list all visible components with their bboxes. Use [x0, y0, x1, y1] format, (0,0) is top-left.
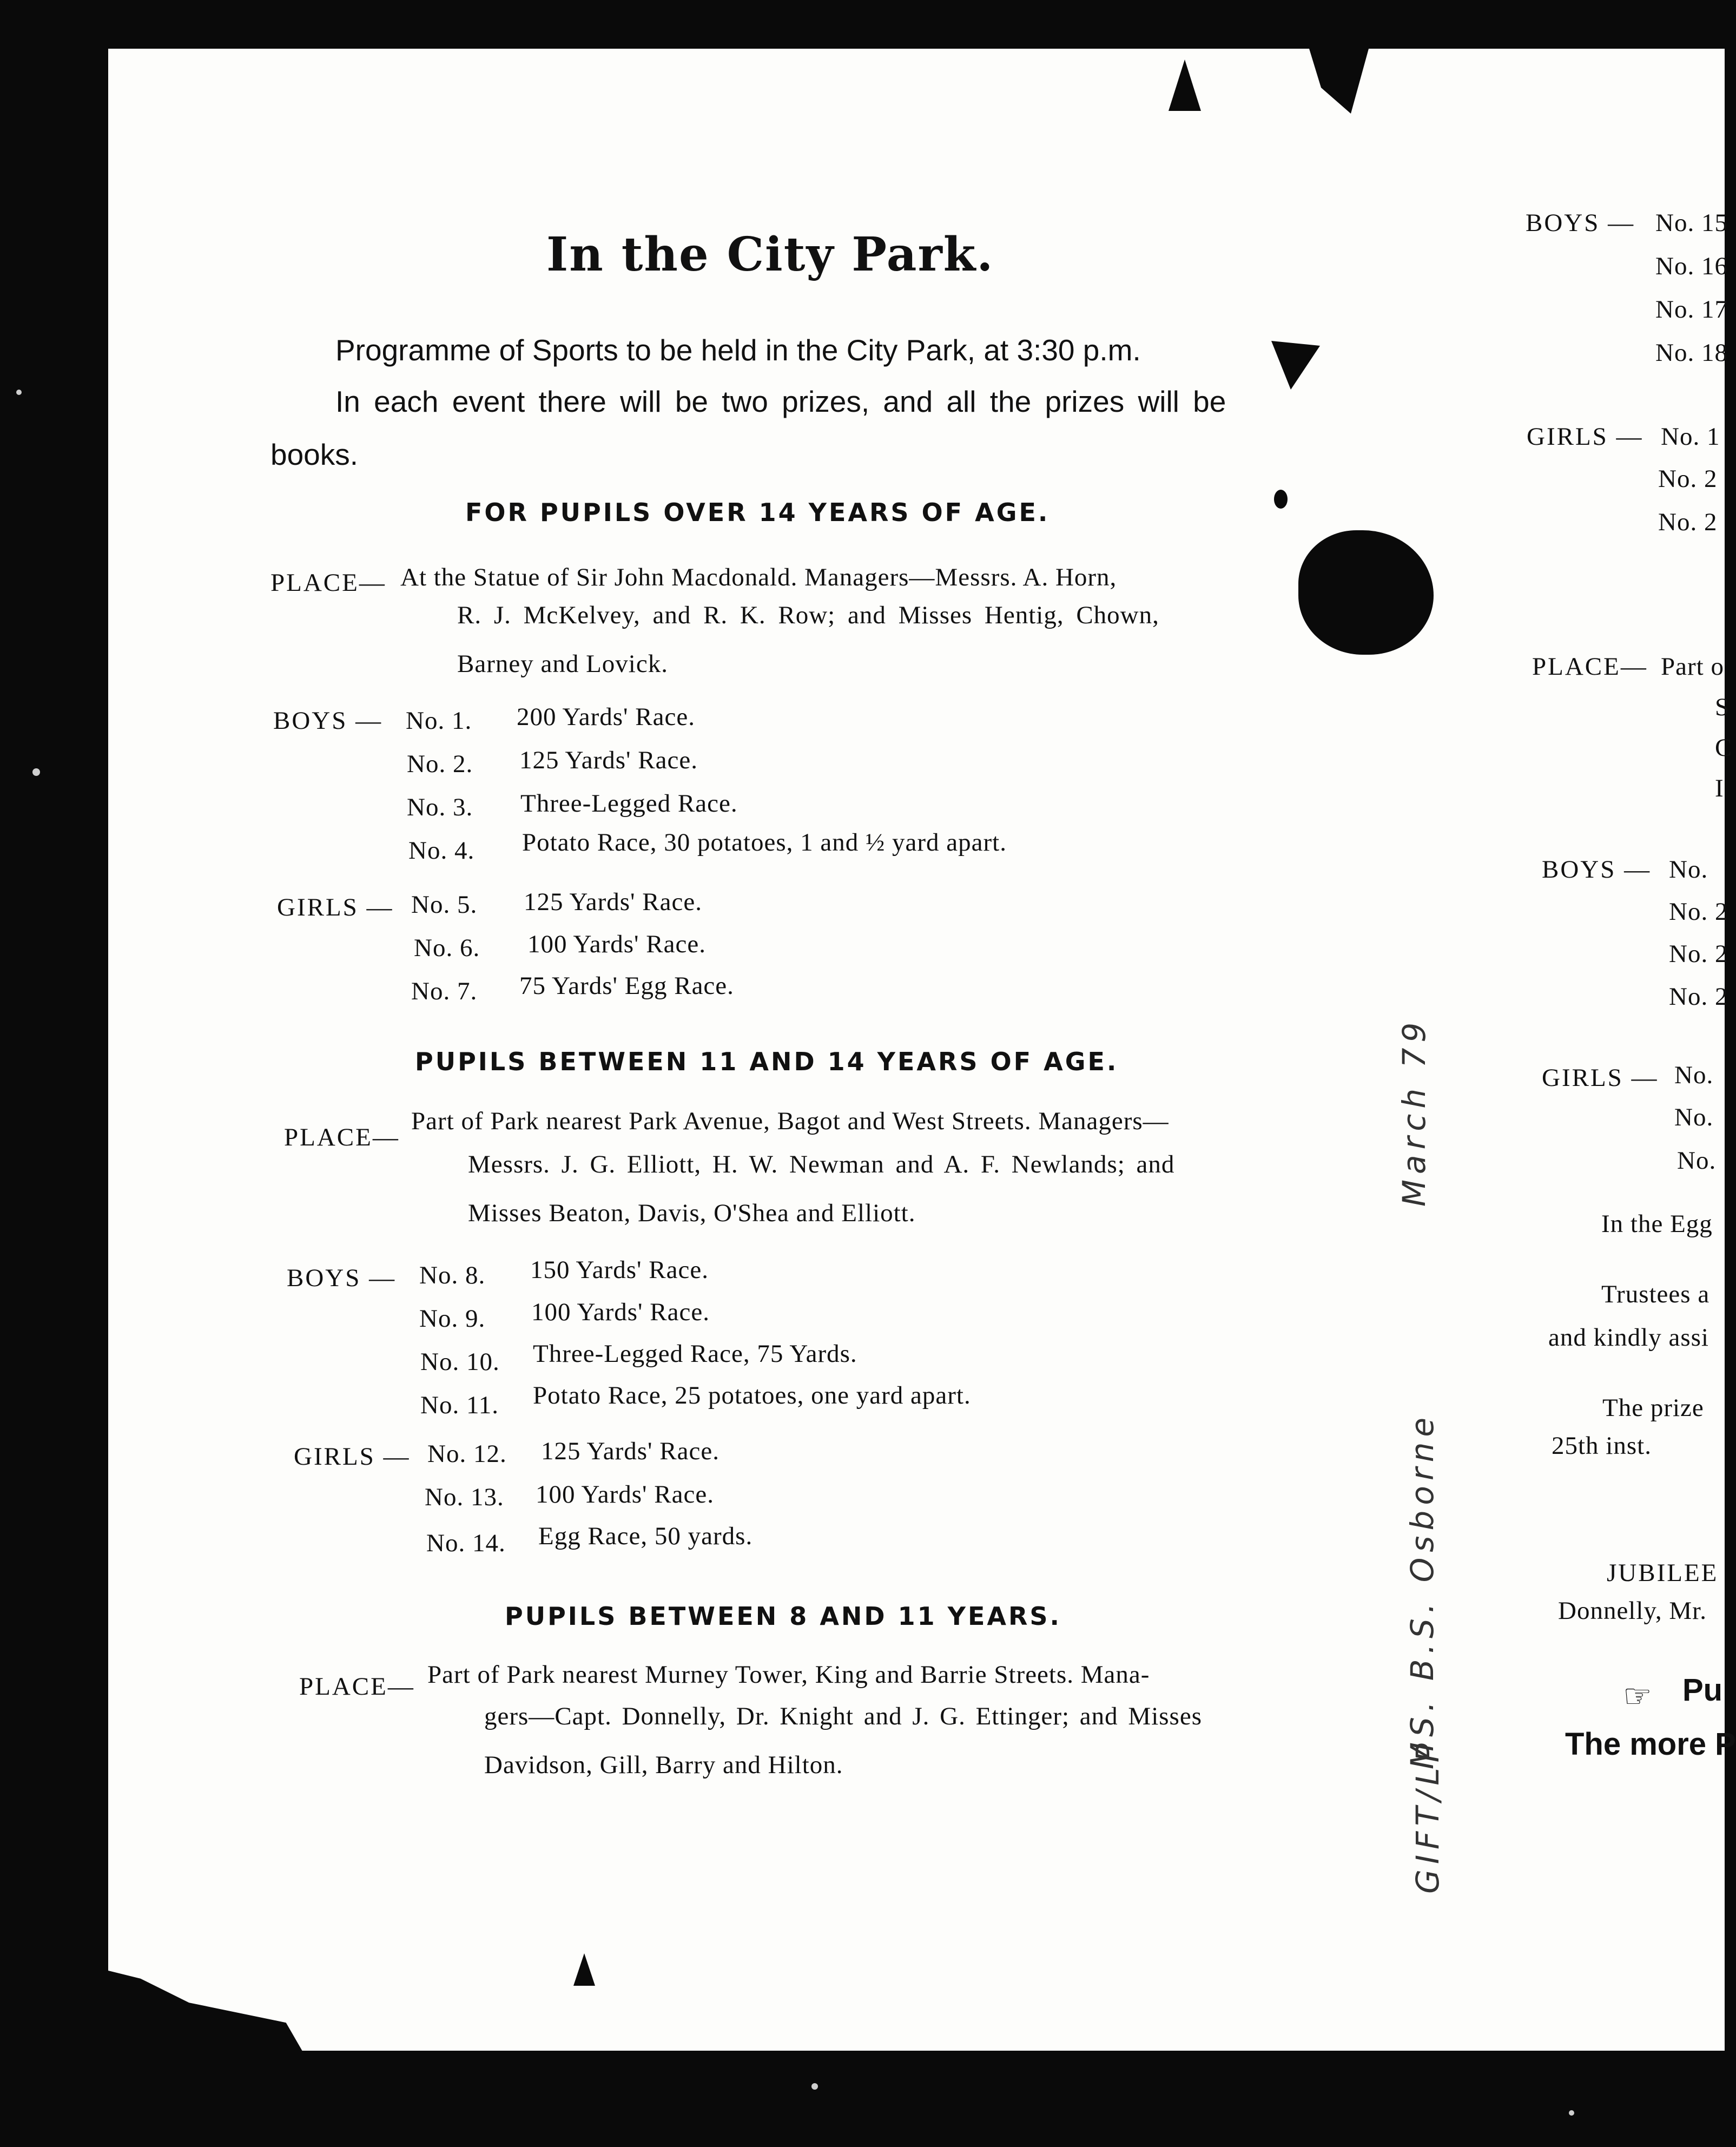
- note-text: The more P: [1565, 1727, 1736, 1762]
- place-line: Davidson, Gill, Barry and Hilton.: [484, 1751, 843, 1779]
- intro-line-1: Programme of Sports to be held in the City Park, at 3:30 p.m.: [335, 333, 1141, 367]
- boys-label: BOYS —: [1526, 209, 1635, 237]
- section-heading: PUPILS BETWEEN 11 AND 14 YEARS OF AGE.: [415, 1047, 1119, 1076]
- event-name: 100 Yards' Race.: [527, 930, 706, 958]
- place-label: PLACE—: [284, 1123, 400, 1151]
- event-number: No.: [1674, 1061, 1714, 1089]
- event-number: No. 6.: [414, 934, 480, 962]
- note-text: Trustees a: [1601, 1280, 1710, 1308]
- event-number: No. 2: [1658, 465, 1718, 493]
- handwritten-code: GIFT/LP: [1409, 1738, 1446, 1894]
- place-line: R. J. McKelvey, and R. K. Row; and Misses Hentig, Chown,: [457, 601, 1159, 629]
- place-line: Part of Park nearest Park Avenue, Bagot and West Streets. Managers—: [411, 1107, 1169, 1135]
- note-text: Pu: [1682, 1672, 1723, 1708]
- event-number: No. 2.: [407, 750, 473, 778]
- event-number: No. 1: [1661, 423, 1720, 451]
- girls-label: GIRLS —: [1542, 1064, 1659, 1092]
- event-number: No.: [1677, 1147, 1717, 1175]
- place-line: I: [1715, 774, 1724, 802]
- intro-line-3: books.: [270, 438, 359, 471]
- event-name: 75 Yards' Egg Race.: [519, 972, 734, 1000]
- event-name: 125 Yards' Race.: [519, 746, 698, 774]
- event-number: No. 2: [1669, 898, 1728, 926]
- girls-label: GIRLS —: [1527, 423, 1643, 451]
- event-number: No. 3.: [407, 793, 473, 821]
- boys-label: BOYS —: [287, 1264, 397, 1292]
- place-label: PLACE—: [299, 1672, 415, 1701]
- place-line: Part o: [1661, 653, 1724, 681]
- event-name: 100 Yards' Race.: [536, 1480, 714, 1509]
- event-name: 125 Yards' Race.: [541, 1437, 720, 1465]
- event-name: Three-Legged Race.: [520, 789, 738, 818]
- place-label: PLACE—: [270, 569, 386, 597]
- note-text: The prize: [1602, 1394, 1704, 1422]
- event-number: No. 7.: [411, 977, 478, 1005]
- place-line: Barney and Lovick.: [457, 650, 668, 678]
- event-number: No. 4.: [408, 837, 475, 865]
- dust-speck: [32, 768, 40, 776]
- place-label: PLACE—: [1532, 653, 1648, 681]
- event-number: No.: [1674, 1103, 1714, 1131]
- event-number: No. 16: [1655, 252, 1728, 280]
- event-number: No. 11.: [420, 1391, 499, 1419]
- note-text: 25th inst.: [1552, 1432, 1652, 1460]
- intro-line-2: In each event there will be two prizes, and all the prizes will be: [335, 385, 1226, 418]
- event-name: Potato Race, 25 potatoes, one yard apart.: [533, 1381, 971, 1410]
- dust-speck: [1569, 2110, 1574, 2116]
- event-number: No. 14.: [426, 1529, 506, 1557]
- event-number: No. 5.: [411, 891, 478, 919]
- dust-speck: [811, 2083, 818, 2090]
- boys-label: BOYS —: [273, 707, 383, 735]
- handwritten-date: March 79: [1396, 1017, 1433, 1207]
- note-text: and kindly assi: [1548, 1323, 1709, 1352]
- event-number: No. 8.: [419, 1261, 486, 1289]
- event-name: 200 Yards' Race.: [517, 703, 695, 731]
- event-number: No. 2: [1669, 940, 1728, 968]
- note-text: In the Egg: [1601, 1210, 1713, 1238]
- place-line: C: [1715, 734, 1733, 762]
- event-name: Three-Legged Race, 75 Yards.: [533, 1340, 857, 1368]
- event-number: No. 17: [1655, 295, 1728, 324]
- section-heading: PUPILS BETWEEN 8 AND 11 YEARS.: [505, 1602, 1062, 1631]
- event-number: No. 15: [1655, 209, 1728, 237]
- place-line: Messrs. J. G. Elliott, H. W. Newman and A. F. Newlands; and: [468, 1150, 1175, 1178]
- place-line: At the Statue of Sir John Macdonald. Managers—Messrs. A. Horn,: [400, 563, 1117, 591]
- event-number: No. 2: [1658, 508, 1718, 536]
- event-number: No.: [1669, 855, 1708, 884]
- girls-label: GIRLS —: [294, 1443, 411, 1471]
- event-number: No. 10.: [420, 1348, 500, 1376]
- event-name: Potato Race, 30 potatoes, 1 and ½ yard apart.: [522, 828, 1007, 857]
- page-title: In the City Park.: [546, 227, 994, 282]
- boys-label: BOYS —: [1542, 855, 1652, 884]
- girls-label: GIRLS —: [277, 893, 394, 921]
- event-name: Egg Race, 50 yards.: [538, 1522, 753, 1550]
- place-line: S: [1715, 693, 1730, 721]
- place-line: gers—Capt. Donnelly, Dr. Knight and J. G. Ettinger; and Misses: [484, 1702, 1202, 1730]
- event-name: 125 Yards' Race.: [524, 888, 702, 916]
- pointing-hand-icon: ☞: [1623, 1677, 1652, 1715]
- note-text: Donnelly, Mr.: [1558, 1597, 1707, 1625]
- event-number: No. 1.: [406, 707, 472, 735]
- event-name: 100 Yards' Race.: [531, 1298, 710, 1326]
- fold-hole: [1274, 490, 1288, 509]
- handwritten-name: MS. B.S. Osborne: [1404, 1412, 1441, 1769]
- event-number: No. 2: [1669, 983, 1728, 1011]
- event-number: No. 18: [1655, 339, 1728, 367]
- place-line: Misses Beaton, Davis, O'Shea and Elliott.: [468, 1199, 916, 1227]
- event-number: No. 13.: [425, 1483, 504, 1511]
- event-name: 150 Yards' Race.: [530, 1256, 709, 1284]
- event-number: No. 9.: [419, 1305, 486, 1333]
- dust-speck: [16, 390, 22, 395]
- event-number: No. 12.: [427, 1440, 507, 1468]
- note-text: JUBILEE: [1607, 1559, 1719, 1587]
- section-heading: FOR PUPILS OVER 14 YEARS OF AGE.: [465, 498, 1050, 527]
- place-line: Part of Park nearest Murney Tower, King and Barrie Streets. Mana-: [427, 1661, 1150, 1689]
